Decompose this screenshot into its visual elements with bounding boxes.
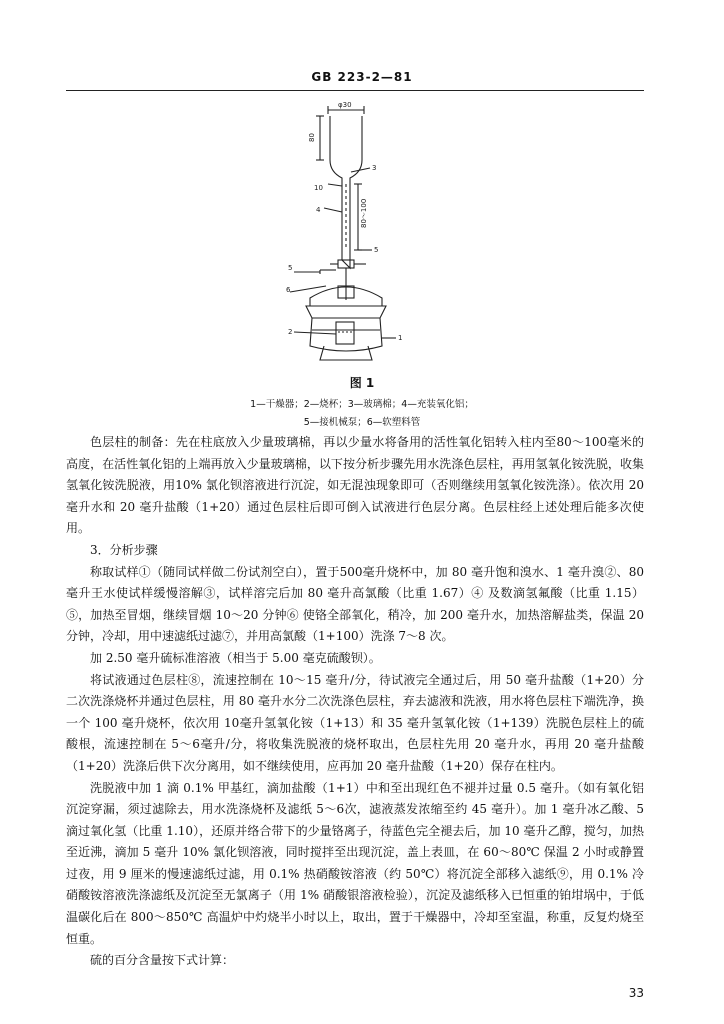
paragraph-column-prep: 色层柱的制备：先在柱底放入少量玻璃棉，再以少量水将备用的活性氧化铝转入柱内至80～100毫米的高度，在活性氧化铝的上端再放入少量玻璃棉，以下按分析步骤先用水洗涤色层柱，再用氢氧化铵洗脱，收集氢氧化铵洗脱液，用10% 氯化钡溶液进行沉淀，如无混浊现象即可（否则继续用氢氧化铵洗涤）。依次用 20 毫升水和 20 毫升盐酸（1+20）通过色层柱后即可倒入试液进行色层分离。色层柱经上述处理后能多次使用。	[66, 435, 644, 536]
beaker	[336, 322, 354, 344]
paragraph-standard-addition: 加 2.50 毫升硫标准溶液（相当于 5.00 毫克硫酸钡）。	[90, 650, 381, 665]
label-6: 6	[286, 286, 291, 294]
figure-title: 图 1	[349, 376, 375, 390]
paragraph-calculation-intro: 硫的百分含量按下式计算：	[90, 953, 235, 968]
paragraph-precipitation: 洗脱液中加 1 滴 0.1% 甲基红，滴加盐酸（1+1）中和至出现红色不褪并过量 0.5 毫升。（如有氧化铝沉淀穿漏，须过滤除去，用水洗涤烧杯及滤纸 5～6次，滤液蒸发浓缩至约 45 毫升）。加 1 毫升冰乙酸、5 滴过氧化氢（比重 1.10），还原并络合带下的少量铬离子，待蓝色完全褪去后，加 10 毫升乙醇，搅匀，加热至近沸，滴加 5 毫升 10% 氯化钡溶液，同时搅拌至出现沉淀，盖上表皿，在 60～80℃ 保温 2 小时或静置过夜，用 9 厘米的慢速滤纸过滤，用 0.1% 热硝酸铵溶液（约 50℃）将沉淀全部移入滤纸⑨，用 0.1% 冷硝酸铵溶液洗涤滤纸及沉淀至无氯离子（用 1% 硝酸银溶液检验），沉淀及滤纸移入已恒重的铂坩埚中，于低温碳化后在 800～850℃ 高温炉中灼烧半小时以上，取出，置于干燥器中，冷却至室温，称重，反复灼烧至恒重。	[66, 780, 644, 946]
body-text	[66, 432, 644, 972]
top-height-label: 80	[308, 133, 316, 142]
section-heading-analysis-steps: 3．分析步骤	[90, 542, 158, 557]
paragraph-sample-dissolution: 称取试样①（随同试样做二份试剂空白），置于500毫升烧杯中，加 80 毫升饱和溴水、1 毫升溴②、80 毫升王水使试样缓慢溶解③，试样溶完后加 80 毫升高氯酸（比重 1.67）④ 及数滴氢氟酸（比重 1.15）⑤，加热至冒烟，继续冒烟 10～20 分钟⑥ 使铬全部氧化，稍冷，加 200 毫升水，加热溶解盐类，保温 20 分钟，冷却，用中速滤纸过滤⑦，并用高氯酸（1+100）洗涤 7～8 次。	[66, 564, 644, 644]
figure-caption-line1: 1—干燥器；2—烧杯；3—玻璃棉；4—充装氧化铝；	[250, 399, 474, 410]
label-5: 5	[288, 264, 293, 272]
label-4: 4	[316, 206, 321, 214]
dim-5-label: 5	[374, 246, 379, 254]
figure-caption-line2: 5—接机械泵；6—软塑料管	[303, 417, 421, 428]
paragraph-column-separation: 将试液通过色层柱⑧，流速控制在 10～15 毫升/分，待试液完全通过后，用 50 毫升盐酸（1+20）分二次洗涤烧杯并通过色层柱，用 80 毫升水分二次洗涤色层柱，弃去滤液和洗液，用水将色层柱下端洗净，换一个 100 毫升烧杯，依次用 10毫升氢氧化铵（1+13）和 35 毫升氢氧化铵（1+139）洗脱色层柱上的硫酸根，流速控制在 5～6毫升/分，将收集洗脱液的烧杯取出，色层柱先用 20 毫升水，再用 20 毫升盐酸（1+20）洗涤后供下次分离用，如不继续使用，应再加 20 毫升盐酸（1+20）保存在柱内。	[66, 672, 644, 773]
tube-length-label: 80～100	[360, 198, 368, 228]
standard-code-header: GB 223-2—81	[311, 70, 413, 84]
header-rule	[66, 90, 644, 91]
label-1: 1	[398, 334, 403, 342]
label-3: 3	[372, 164, 377, 172]
label-2: 2	[288, 328, 293, 336]
page-number: 33	[628, 986, 644, 1000]
apparatus-figure	[280, 100, 410, 368]
dim-10-label: 10	[314, 184, 323, 192]
diameter-label: φ30	[338, 101, 352, 109]
